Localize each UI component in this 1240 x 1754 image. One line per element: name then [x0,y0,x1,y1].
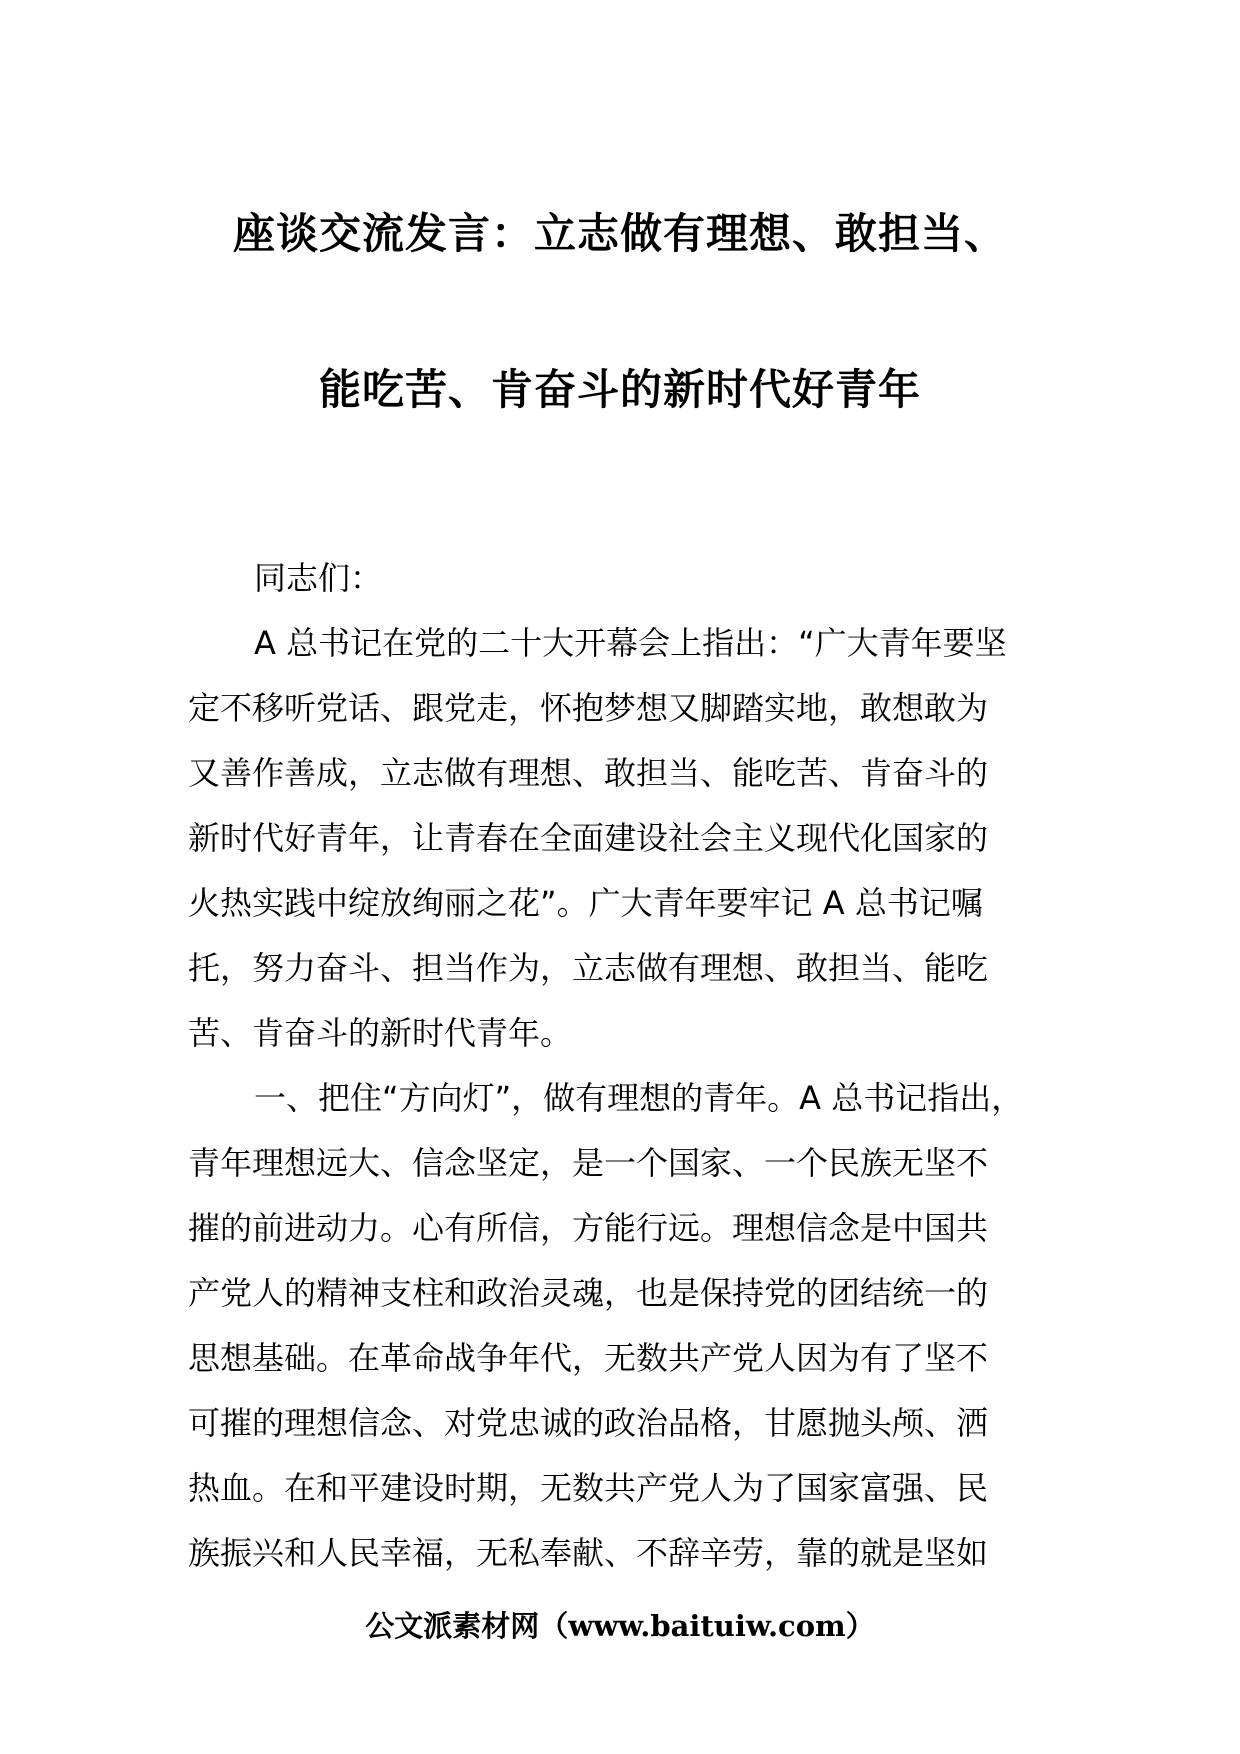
document-body [188,546,1068,1586]
paragraph-2-line: 可摧的理想信念、对党忠诚的政治品格，甘愿抛头颅、洒 [188,1404,989,1442]
paragraph-1-line: A 总书记在党的二十大开幕会上指出：“广大青年要坚 [254,624,1007,662]
paragraph-2-line: 族振兴和人民幸福，无私奉献、不辞辛劳，靠的就是坚如 [188,1534,989,1572]
document-title-line-1: 座谈交流发言：立志做有理想、敢担当、 [232,209,1007,258]
paragraph-2-line: 思想基础。在革命战争年代，无数共产党人因为有了坚不 [188,1339,989,1377]
paragraph-2-line: 一、把住“方向灯”，做有理想的青年。A 总书记指出， [254,1079,1024,1117]
paragraph-1-line: 苦、肯奋斗的新时代青年。 [188,1014,573,1052]
paragraph-1-line: 托，努力奋斗、担当作为，立志做有理想、敢担当、能吃 [188,949,989,987]
paragraph-1-line: 新时代好青年，让青春在全面建设社会主义现代化国家的 [188,819,989,857]
paragraph-1-line: 又善作善成，立志做有理想、敢担当、能吃苦、肯奋斗的 [188,754,989,792]
paragraph-2-line: 青年理想远大、信念坚定，是一个国家、一个民族无坚不 [188,1144,989,1182]
paragraph-1-line: 火热实践中绽放绚丽之花”。广大青年要牢记 A 总书记嘱 [188,884,983,922]
footer-watermark-text: 公文派素材网（www.baituiw.com） [365,1609,875,1643]
paragraph-1-line: 定不移听党话、跟党走，怀抱梦想又脚踏实地，敢想敢为 [188,689,989,727]
paragraph-2-line: 摧的前进动力。心有所信，方能行远。理想信念是中国共 [188,1209,989,1247]
paragraph-2-line: 产党人的精神支柱和政治灵魂，也是保持党的团结统一的 [188,1274,989,1312]
greeting: 同志们： [254,559,383,597]
document-title-line-2: 能吃苦、肯奋斗的新时代好青年 [318,365,921,414]
paragraph-2-line: 热血。在和平建设时期，无数共产党人为了国家富强、民 [188,1469,989,1507]
